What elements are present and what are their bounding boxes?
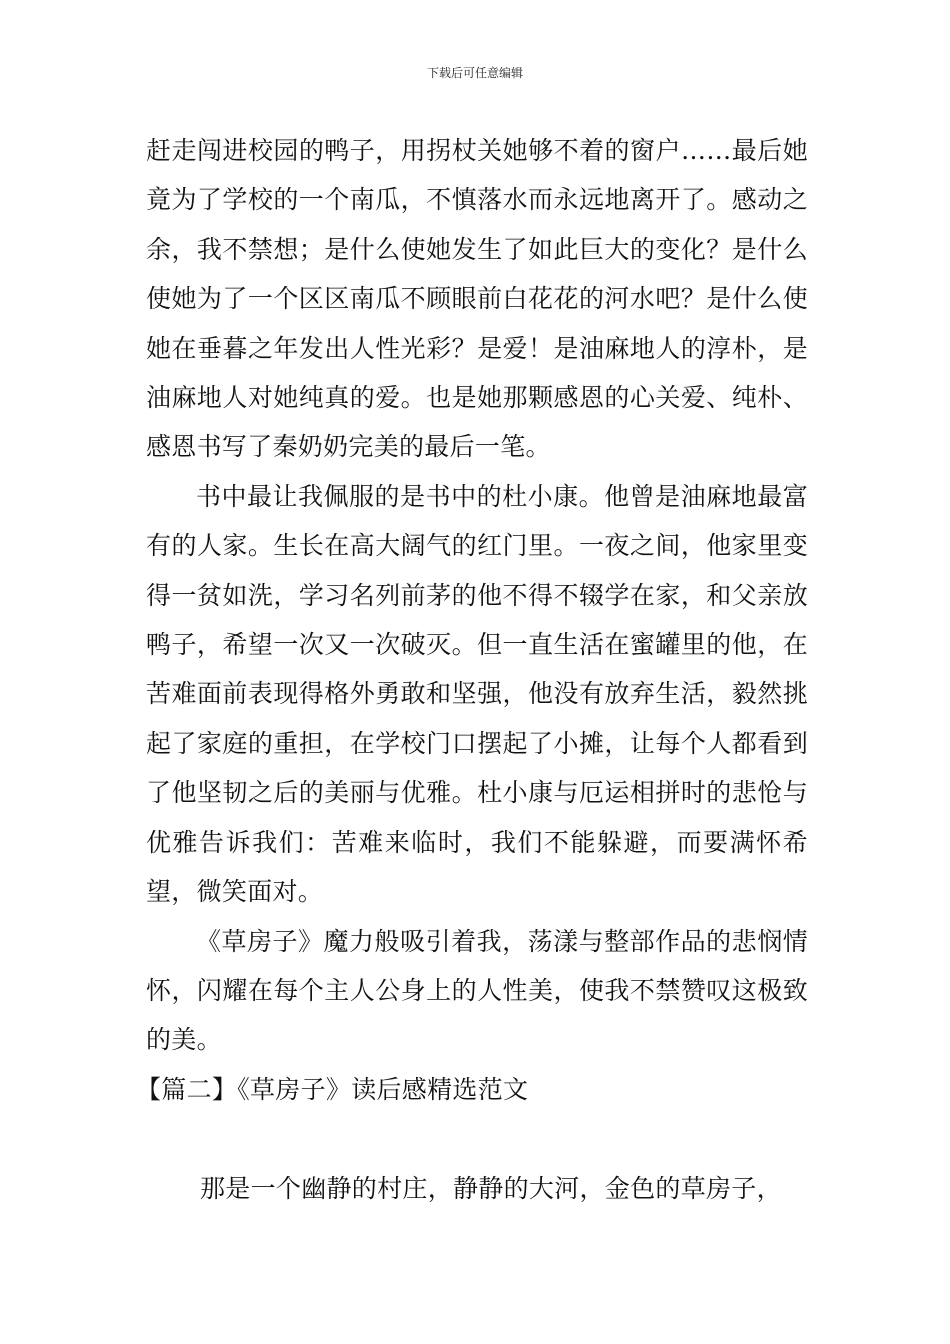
page-header: 下载后可任意编辑	[426, 66, 523, 80]
document-body	[136, 126, 808, 1214]
section-spacer	[146, 1114, 808, 1164]
section-heading: 【篇二】《草房子》读后感精选范文	[136, 1074, 529, 1104]
paragraph-conclusion: 《草房子》魔力般吸引着我，荡漾与整部作品的悲悯情怀，闪耀在每个主人公身上的人性美，使我不禁赞叹这极致的美。	[146, 926, 808, 1055]
paragraph-section-two-opening: 那是一个幽静的村庄，静静的大河，金色的草房子，	[200, 1174, 782, 1204]
paragraph-qin-grandma: 赶走闯进校园的鸭子，用拐杖关她够不着的窗户……最后她竟为了学校的一个南瓜，不慎落水而永远地离开了。感动之余，我不禁想；是什么使她发生了如此巨大的变化？是什么使她为了一个区区南瓜不顾眼前白花花的河水吧？是什么使她在垂暮之年发出人性光彩？是爱！是油麻地人的淳朴，是油麻地人对她纯真的爱。也是她那颗感恩的心关爱、纯朴、感恩书写了秦奶奶完美的最后一笔。	[146, 136, 808, 462]
paragraph-du-xiaokang: 书中最让我佩服的是书中的杜小康。他曾是油麻地最富有的人家。生长在高大阔气的红门里。一夜之间，他家里变得一贫如洗，学习名列前茅的他不得不辍学在家，和父亲放鸭子，希望一次又一次破灭。但一直生活在蜜罐里的他，在苦难面前表现得格外勇敢和坚强，他没有放弃生活，毅然挑起了家庭的重担，在学校门口摆起了小摊，让每个人都看到了他坚韧之后的美丽与优雅。杜小康与厄运相拼时的悲怆与优雅告诉我们：苦难来临时，我们不能躲避，而要满怀希望，微笑面对。	[146, 481, 808, 907]
